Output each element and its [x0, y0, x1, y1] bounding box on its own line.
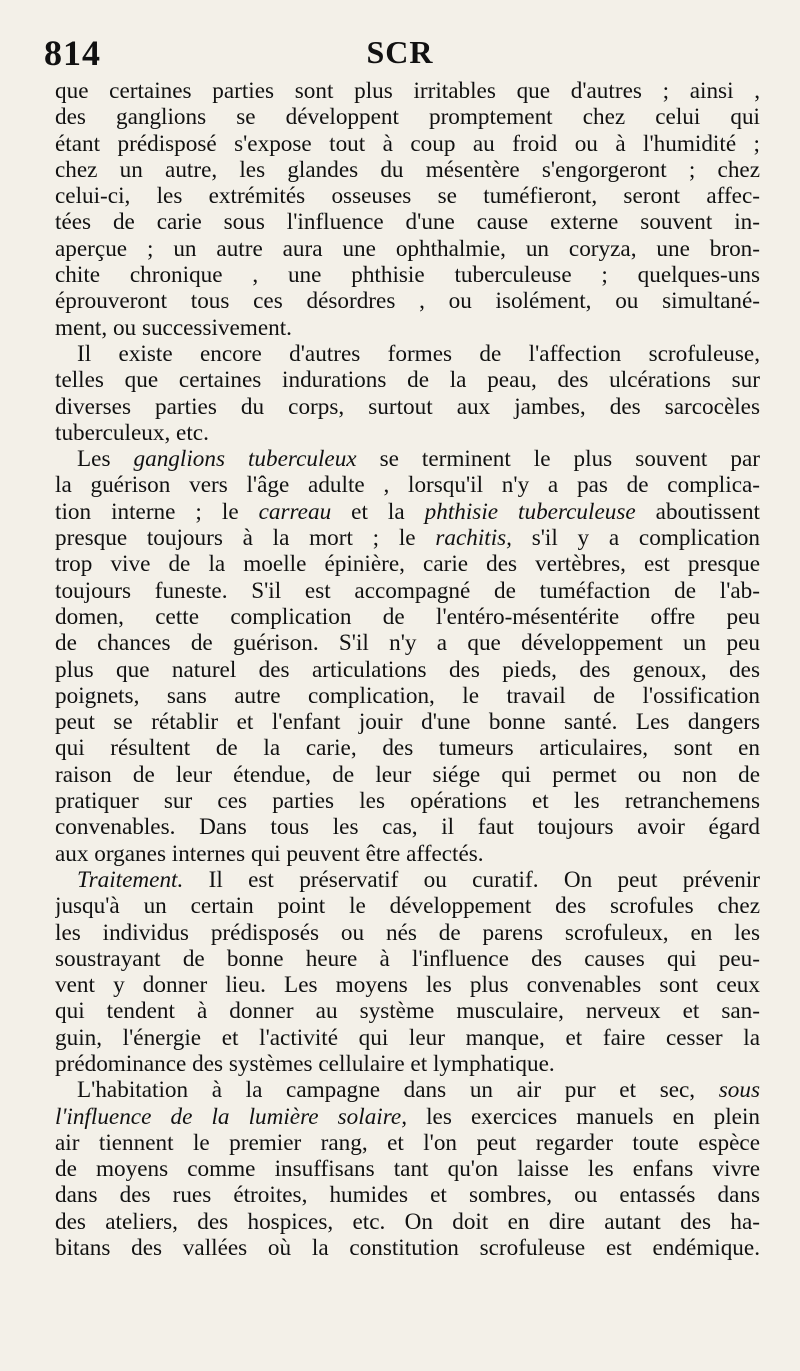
page-number: 814: [44, 33, 101, 73]
text-line: [55, 1235, 760, 1261]
text-segment: aux organes internes qui peuvent être affectés.: [55, 840, 484, 867]
text-line: [55, 315, 760, 341]
text-line: [55, 1209, 760, 1235]
text-segment: telles que certaines indurations de la peau, des ulcérations sur: [55, 367, 760, 394]
text-segment: domen, cette complication de l'entéro-mésentérite offre peu: [55, 603, 760, 630]
text-segment: diverses parties du corps, surtout aux jambes, des sarcocèles: [55, 393, 760, 420]
text-segment: que certaines parties sont plus irritables que d'autres ; ainsi ,: [55, 78, 760, 104]
text-segment: trop vive de la moelle épinière, carie des vertèbres, est presque: [55, 551, 760, 578]
text-line: [55, 578, 760, 604]
text-segment: pratiquer sur ces parties les opérations et les retranchemens: [55, 788, 760, 815]
text-segment: s'il y a complication: [511, 525, 760, 552]
text-line: [55, 525, 760, 551]
text-segment: de chances de guérison. S'il n'y a que développement un peu: [55, 630, 760, 657]
text-line: [55, 367, 760, 393]
text-line: [55, 841, 760, 867]
text-line: [55, 1182, 760, 1208]
text-line: [55, 446, 760, 472]
text-segment: peut se rétablir et l'enfant jouir d'une bonne santé. Les dangers: [55, 709, 760, 736]
text-line: [55, 472, 760, 498]
body-text: [55, 78, 760, 1261]
text-segment: les exercices manuels en plein: [407, 1103, 760, 1130]
text-segment: éprouveront tous ces désordres , ou isolément, ou simultané-: [55, 288, 760, 315]
text-line: [55, 131, 760, 157]
italic-segment: carreau: [258, 498, 332, 525]
italic-segment: rachitis,: [435, 525, 512, 552]
text-line: [55, 998, 760, 1024]
running-head: SCR: [366, 34, 434, 70]
text-line: [55, 920, 760, 946]
text-segment: chez un autre, les glandes du mésentère s'engorgeront ; chez: [55, 156, 760, 183]
text-segment: les individus prédisposés ou nés de parens scrofuleux, en les: [55, 919, 760, 946]
text-segment: presque toujours à la mort ; le: [55, 525, 436, 552]
text-segment: plus que naturel des articulations des pieds, des genoux, des: [55, 656, 760, 683]
text-segment: tées de carie sous l'influence d'une cause externe souvent in-: [55, 209, 760, 236]
text-line: [55, 1025, 760, 1051]
text-segment: la guérison vers l'âge adulte , lorsqu'il n'y a pas de complica-: [55, 472, 760, 499]
text-segment: aboutissent: [635, 498, 760, 525]
text-line: [55, 104, 760, 130]
text-segment: air tiennent le premier rang, et l'on peut regarder toute espèce: [55, 1129, 760, 1156]
text-line: [55, 341, 760, 367]
text-segment: vent y donner lieu. Les moyens les plus convenables sont ceux: [55, 972, 760, 999]
italic-segment: l'influence de la lumière solaire,: [55, 1103, 407, 1130]
text-segment: dans des rues étroites, humides et sombres, ou entassés dans: [55, 1182, 760, 1209]
text-line: [55, 499, 760, 525]
text-line: [55, 683, 760, 709]
text-line: [55, 762, 760, 788]
text-line: [55, 1077, 760, 1103]
text-line: [55, 657, 760, 683]
text-line: [55, 735, 760, 761]
text-segment: aperçue ; un autre aura une ophthalmie, un coryza, une bron-: [55, 235, 760, 262]
text-line: [55, 867, 760, 893]
text-segment: poignets, sans autre complication, le travail de l'ossification: [55, 682, 760, 709]
text-segment: se terminent le plus souvent par: [356, 446, 760, 473]
text-line: [55, 420, 760, 446]
text-segment: guin, l'énergie et l'activité qui leur manque, et faire cesser la: [55, 1024, 760, 1051]
text-line: [55, 183, 760, 209]
text-segment: Il existe encore d'autres formes de l'affection scrofuleuse,: [77, 340, 760, 367]
text-segment: L'habitation à la campagne dans un air pur et sec,: [77, 1077, 719, 1104]
text-segment: de moyens comme insuffisans tant qu'on laisse les enfans vivre: [55, 1156, 760, 1183]
text-segment: Les: [77, 446, 134, 473]
text-segment: qui tendent à donner au système musculaire, nerveux et san-: [55, 998, 760, 1025]
text-line: [55, 814, 760, 840]
text-segment: des ganglions se développent promptement chez celui qui: [55, 104, 760, 131]
text-line: [55, 630, 760, 656]
text-segment: tion interne ; le: [55, 498, 259, 525]
text-segment: étant prédisposé s'expose tout à coup au froid ou à l'humidité ;: [55, 130, 760, 157]
text-line: [55, 604, 760, 630]
text-segment: bitans des vallées où la constitution scrofuleuse est endémique.: [55, 1235, 760, 1262]
text-segment: prédominance des systèmes cellulaire et lymphatique.: [55, 1050, 555, 1077]
italic-segment: ganglions tuberculeux: [133, 446, 357, 473]
text-line: [55, 157, 760, 183]
text-line: [55, 1130, 760, 1156]
text-segment: convenables. Dans tous les cas, il faut toujours avoir égard: [55, 814, 760, 841]
text-line: [55, 972, 760, 998]
text-line: [55, 209, 760, 235]
text-segment: jusqu'à un certain point le développement des scrofules chez: [55, 893, 760, 920]
text-line: [55, 788, 760, 814]
text-segment: raison de leur étendue, de leur siége qui permet ou non de: [55, 761, 760, 788]
page-header: [0, 32, 800, 78]
text-segment: celui-ci, les extrémités osseuses se tuméfieront, seront affec-: [55, 183, 760, 210]
text-line: [55, 394, 760, 420]
text-segment: tuberculeux, etc.: [55, 419, 209, 446]
text-line: [55, 1156, 760, 1182]
text-line: [55, 946, 760, 972]
text-line: [55, 288, 760, 314]
text-line: [55, 893, 760, 919]
text-segment: des ateliers, des hospices, etc. On doit en dire autant des ha-: [55, 1208, 760, 1235]
text-segment: soustrayant de bonne heure à l'influence des causes qui peu-: [55, 945, 760, 972]
italic-segment: sous: [718, 1077, 760, 1104]
text-segment: ment, ou successivement.: [55, 314, 292, 341]
text-line: [55, 1051, 760, 1077]
text-segment: Il est préservatif ou curatif. On peut prévenir: [183, 866, 760, 893]
text-segment: chite chronique , une phthisie tuberculeuse ; quelques-uns: [55, 262, 760, 289]
text-line: [55, 78, 760, 104]
italic-segment: phthisie tuberculeuse: [424, 498, 636, 525]
text-segment: et la: [331, 498, 425, 525]
text-segment: toujours funeste. S'il est accompagné de tuméfaction de l'ab-: [55, 577, 760, 604]
text-line: [55, 236, 760, 262]
text-line: [55, 551, 760, 577]
text-line: [55, 262, 760, 288]
text-line: [55, 1104, 760, 1130]
text-segment: qui résultent de la carie, des tumeurs articulaires, sont en: [55, 735, 760, 762]
italic-segment: Traitement.: [77, 866, 184, 893]
text-line: [55, 709, 760, 735]
